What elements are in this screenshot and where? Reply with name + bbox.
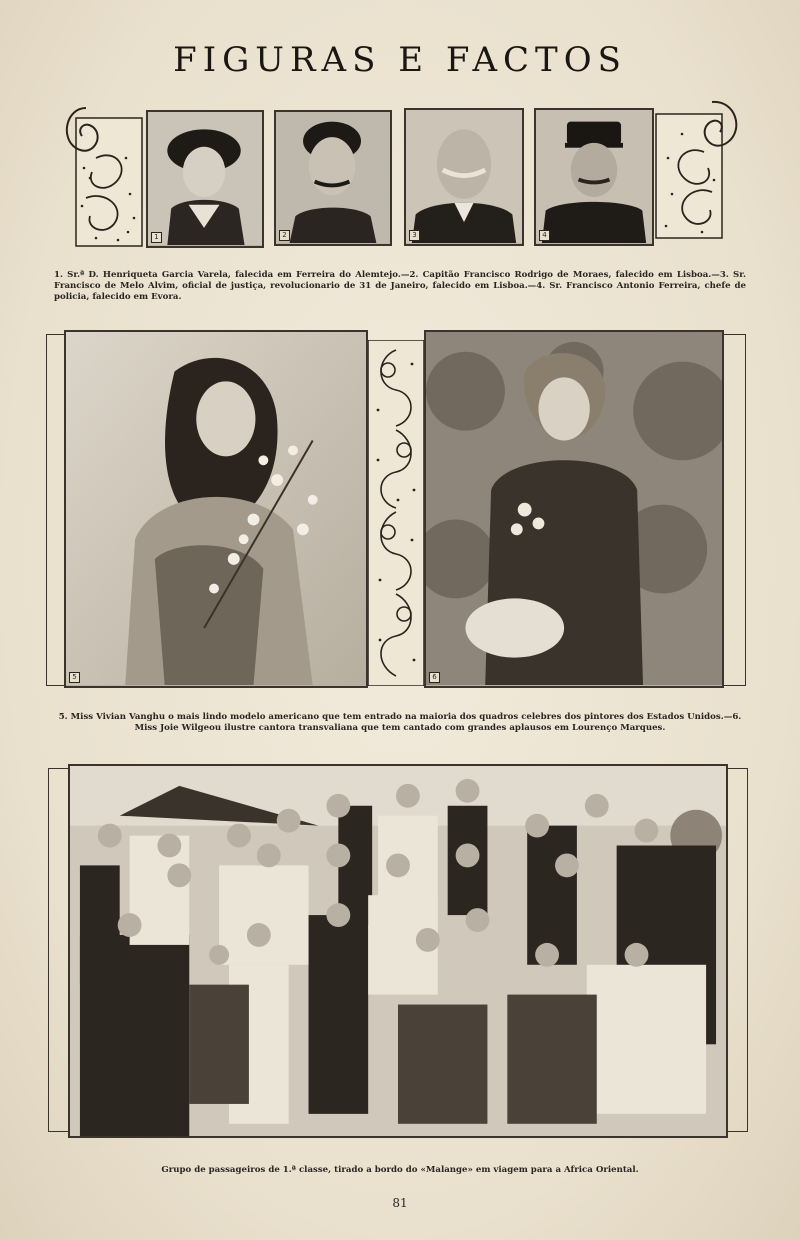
portrait-number-badge: 1 — [151, 232, 162, 243]
large-photo-6 — [424, 330, 724, 688]
portrait-number-badge: 2 — [279, 230, 290, 241]
elderly-man-portrait-image — [406, 110, 522, 243]
man-portrait-image — [276, 112, 390, 243]
group-photo — [68, 764, 728, 1138]
woman-portrait-image — [148, 112, 262, 245]
group-photo-right-border — [726, 768, 748, 1132]
large-photo-5 — [64, 330, 368, 688]
woman-standing-garden-image — [426, 332, 722, 685]
right-floral-ornament — [652, 94, 746, 246]
portrait-photo-2 — [274, 110, 392, 246]
passengers-group-image — [70, 766, 726, 1138]
police-chief-portrait-image — [536, 110, 652, 243]
woman-with-flowers-image — [66, 332, 366, 685]
photo-number-badge: 6 — [429, 672, 440, 683]
photo-number-badge: 5 — [69, 672, 80, 683]
portrait-photo-1 — [146, 110, 264, 248]
portrait-photo-4 — [534, 108, 654, 246]
right-border-line — [724, 334, 746, 686]
portrait-number-badge: 3 — [409, 230, 420, 241]
group-photo-caption: Grupo de passageiros de 1.ª classe, tirado a bordo do «Malange» em viagem para a Africa Oriental. — [161, 1165, 639, 1175]
portrait-number-badge: 4 — [539, 230, 550, 241]
portrait-photo-3 — [404, 108, 524, 246]
center-floral-ornament — [368, 340, 424, 686]
page-number: 81 — [392, 1196, 408, 1210]
page-title: FIGURAS E FACTOS — [173, 40, 627, 80]
left-floral-ornament — [56, 98, 148, 250]
portraits-caption: 1. Sr.ª D. Henriqueta Garcia Varela, falecida em Ferreira do Alemtejo.—2. Capitão Francisco Rodrigo de Moraes, falecido em Lisboa.—3. Sr. Francisco de Melo Alvim, oficial de justiça, revolucionario de 31 de Janeiro, falecido em Lisboa.—4. Sr. Francisco Antonio Ferreira, chefe de policia, falecido em Evora. — [54, 270, 746, 302]
group-photo-left-border — [48, 768, 70, 1132]
left-border-line — [46, 334, 66, 686]
large-photos-caption: 5. Miss Vivian Vanghu o mais lindo modelo americano que tem entrado na maioria dos quadros celebres dos pintores dos Estados Unidos.—6. Miss Joie Wilgeou ilustre cantora transvaliana que tem cantado com grandes aplausos em Lourenço Marques. — [58, 712, 742, 733]
